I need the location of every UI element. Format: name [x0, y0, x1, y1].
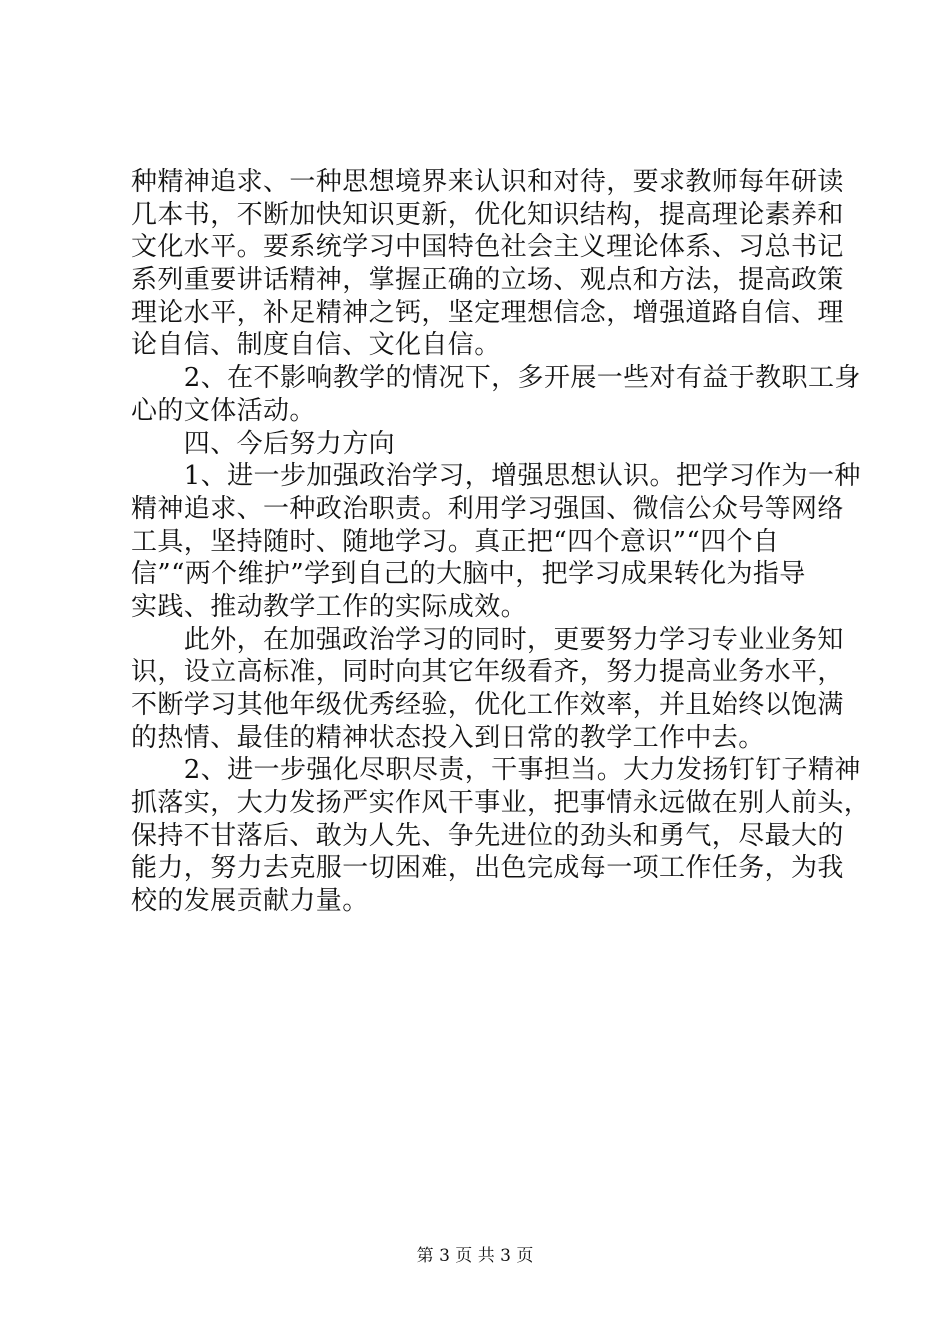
- text-line: 2、进一步强化尽职尽责，干事担当。大力发扬钉钉子精神: [131, 755, 861, 786]
- text-line: 理论水平，补足精神之钙，坚定理想信念，增强道路自信、理: [131, 297, 844, 328]
- text-line: 论自信、制度自信、文化自信。: [131, 330, 501, 361]
- text-line: 种精神追求、一种思想境界来认识和对待，要求教师每年研读: [131, 167, 844, 197]
- text-line: 几本书，不断加快知识更新，优化知识结构，提高理论素养和: [131, 199, 844, 230]
- text-line: 文化水平。要系统学习中国特色社会主义理论体系、习总书记: [131, 232, 844, 263]
- page-number-footer: 第 3 页 共 3 页: [416, 1246, 534, 1266]
- text-line: 信”“两个维护”学到自己的大脑中，把学习成果转化为指导: [131, 559, 806, 590]
- text-line: 不断学习其他年级优秀经验，优化工作效率，并且始终以饱满: [131, 690, 844, 720]
- text-line: 工具，坚持随时、随地学习。真正把“四个意识”“四个自: [131, 526, 780, 557]
- document-body: [131, 166, 871, 918]
- text-line: 实践、推动教学工作的实际成效。: [131, 591, 528, 622]
- text-line: 心的文体活动。: [131, 395, 316, 426]
- text-line: 识，设立高标准，同时向其它年级看齐，努力提高业务水平，: [131, 657, 844, 688]
- text-line: 抓落实，大力发扬严实作风干事业，把事情永远做在别人前头，: [131, 788, 871, 819]
- text-line: 能力，努力去克服一切困难，出色完成每一项工作任务，为我: [131, 853, 844, 884]
- text-line: 保持不甘落后、敢为人先、争先进位的劲头和勇气，尽最大的: [131, 820, 844, 851]
- text-line: 校的发展贡献力量。: [131, 886, 369, 917]
- section-heading: 四、今后努力方向: [131, 428, 396, 459]
- text-line: 2、在不影响教学的情况下，多开展一些对有益于教职工身: [131, 363, 861, 394]
- text-line: 的热情、最佳的精神状态投入到日常的教学工作中去。: [131, 722, 765, 753]
- text-line: 精神追求、一种政治职责。利用学习强国、微信公众号等网络: [131, 493, 844, 524]
- text-line: 此外，在加强政治学习的同时，更要努力学习专业业务知: [131, 624, 844, 655]
- text-line: 系列重要讲话精神，掌握正确的立场、观点和方法，提高政策: [131, 265, 844, 296]
- text-line: 1、进一步加强政治学习，增强思想认识。把学习作为一种: [131, 461, 861, 492]
